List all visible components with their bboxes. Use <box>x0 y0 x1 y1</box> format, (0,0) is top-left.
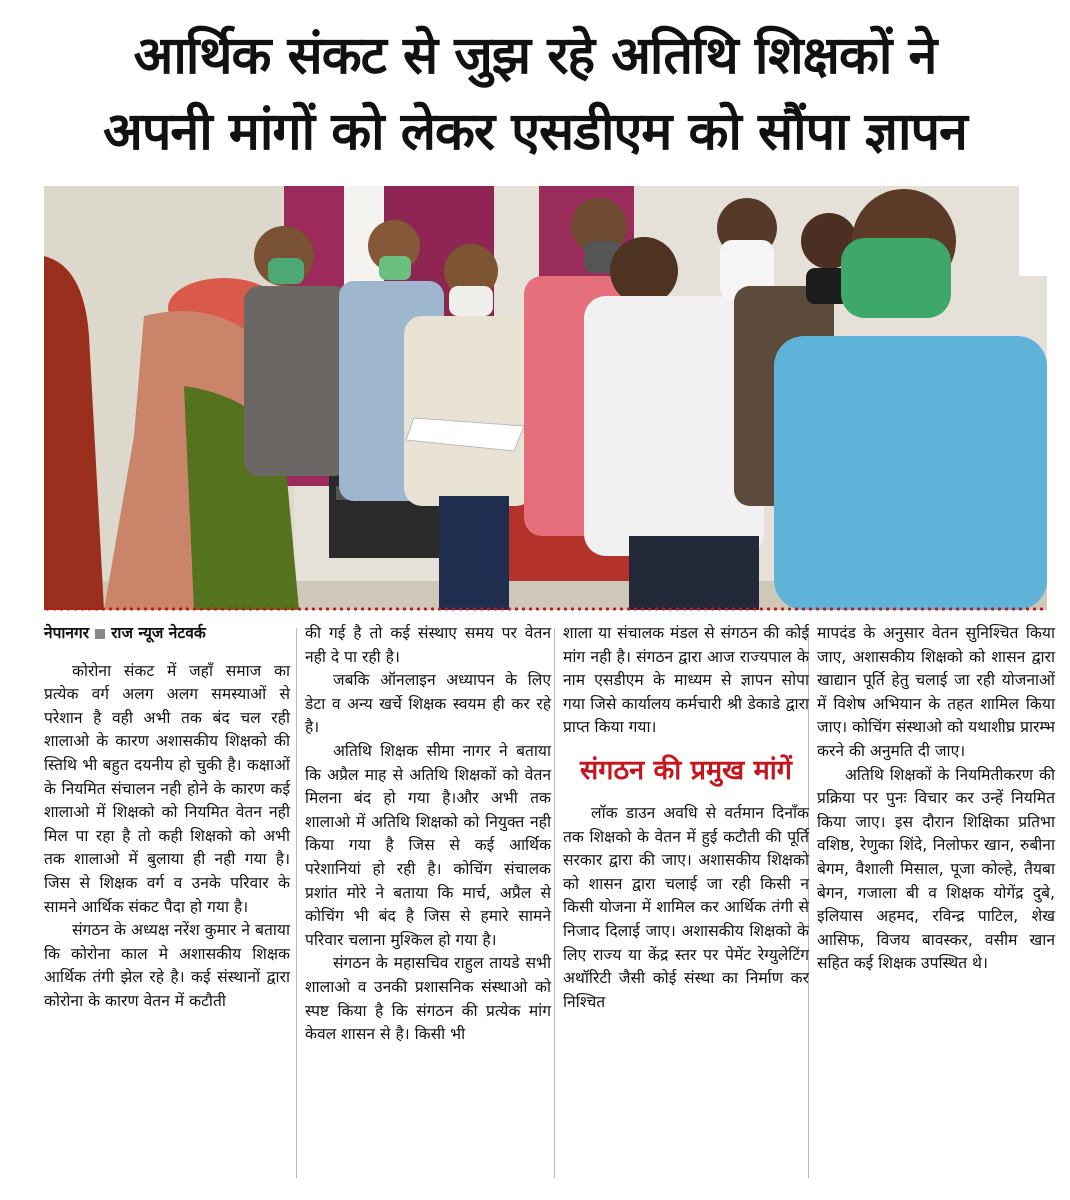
paragraph: अतिथि शिक्षक सीमा नागर ने बताया कि अप्रैल माह से अतिथि शिक्षकों को वेतन मिलना बंद हो गया है।और अभी तक शालाओ में अतिथि शिक्षको को नियुक्त नही किया गया है जिस से कई आर्थिक परेशानियां हो रही है। कोचिंग संचालक प्रशांत मोरे ने बताया कि मार्च, अप्रैल से कोचिंग भी बंद है जिस से हमारे सामने परिवार चलाना मुश्किल हो गया है। <box>305 741 551 949</box>
byline-source: राज न्यूज नेटवर्क <box>111 624 206 642</box>
article-column-4 <box>817 622 1055 976</box>
headline-line-1: आर्थिक संकट से जुझ रहे अतिथि शिक्षकों ने <box>133 26 937 86</box>
news-photo <box>44 186 1047 610</box>
byline <box>44 622 290 646</box>
news-photo-illustration <box>44 186 1047 610</box>
article-column-1 <box>44 622 290 1014</box>
headline-line-2: अपनी मांगों को लेकर एसडीएम को सौंपा ज्ञापन <box>103 102 967 162</box>
article-column-2 <box>305 622 551 1047</box>
paragraph: अतिथि शिक्षकों के नियमितीकरण की प्रक्रिया पर पुनः विचार कर उन्हें नियमित किया जाए। इस दौरान शिक्षिका प्रतिभा वशिष्ठ, रेणुका शिंदे, निलोफर खान, रुबीना बेगम, वैशाली मिसाल, पूजा कोल्हे, तैयबा बेगन, गजाला बी व शिक्षक योगेंद्र दुबे, इलियास अहमद, रविन्द्र पाटिल, शेख आसिफ, विजय बावस्कर, वसीम खान सहित कई शिक्षक उपस्थित थे। <box>817 765 1055 973</box>
column-separator <box>554 628 555 1178</box>
dotted-divider <box>44 606 1047 612</box>
paragraph: कोरोना संकट में जहाँ समाज का प्रत्येक वर्ग अलग अलग समस्याओं से परेशान है वही अभी तक बंद चल रही शालाओ के कारण अशासकीय शिक्षको की स्तिथि भी बहुत दयनीय हो चुकी है। कक्षाओं के नियमित संचालन नही होने के कारण कई शालाओ में शिक्षको को नियमित वेतन नही मिल पा रहा है तो कही शिक्षको को अभी तक शालाओ में बुलाया ही नही गया है। जिस से शिक्षक वर्ग व उनके परिवार के सामने आर्थिक संकट पैदा हो गया है। <box>44 661 290 916</box>
byline-place: नेपानगर <box>44 624 90 642</box>
paragraph: मापदंड के अनुसार वेतन सुनिश्चित किया जाए, अशासकीय शिक्षको को शासन द्वारा खाद्यान पूर्ति हेतु चलाई जा रही योजनाओं में विशेष अभियान के तहत शामिल किया जाए। कोचिंग संस्थाओ को यथाशीघ्र प्रारम्भ करने की अनुमति दी जाए। <box>817 624 1055 760</box>
paragraph: संगठन के महासचिव राहुल तायडे सभी शालाओ व उनकी प्रशासनिक संस्थाओ को स्पष्ट किया है कि संगठन की प्रत्येक मांग केवल शासन से है। किसी भी <box>305 954 551 1044</box>
paragraph: लॉक डाउन अवधि से वर्तमान दिनाँक तक शिक्षको के वेतन में हुई कटौती की पूर्ति सरकार द्वारा की जाए। अशासकीय शिक्षको को शासन द्वारा चलाई जा रही किसी न किसी योजना में शामिल कर आर्थिक तंगी से निजाद दिलाई जाए। अशासकीय शिक्षको के लिए राज्य या केंद्र स्तर पर पेमेंट रेग्युलेटिंग अथॉरिटी जैसी कोई संस्था का निर्माण कर निश्चित <box>563 803 809 1011</box>
paragraph: शाला या संचालक मंडल से संगठन की कोई मांग नही है। संगठन द्वारा आज राज्यपाल के नाम एसडीएम के माध्यम से ज्ञापन सोपा गया जिसे कार्यालय कर्मचारी श्री डेकाडे द्वारा प्राप्त किया गया। <box>563 624 809 737</box>
paragraph: जबकि ऑनलाइन अध्यापन के लिए डेटा व अन्य खर्चे शिक्षक स्वयम ही कर रहे है। <box>305 671 551 737</box>
square-bullet-icon <box>95 629 105 639</box>
paragraph: संगठन के अध्यक्ष नरेंश कुमार ने बताया कि कोरोना काल मे अशासकीय शिक्षक आर्थिक तंगी झेल रहे है। कई संस्थानों द्वारा कोरोना के कारण वेतन में कटौती <box>44 921 290 1010</box>
column-separator <box>296 628 297 1178</box>
paragraph: की गई है तो कई संस्थाए समय पर वेतन नही दे पा रही है। <box>305 624 551 666</box>
article-column-3 <box>563 622 809 1014</box>
headline <box>30 18 1040 170</box>
sub-heading: संगठन की प्रमुख मांगें <box>580 754 792 786</box>
